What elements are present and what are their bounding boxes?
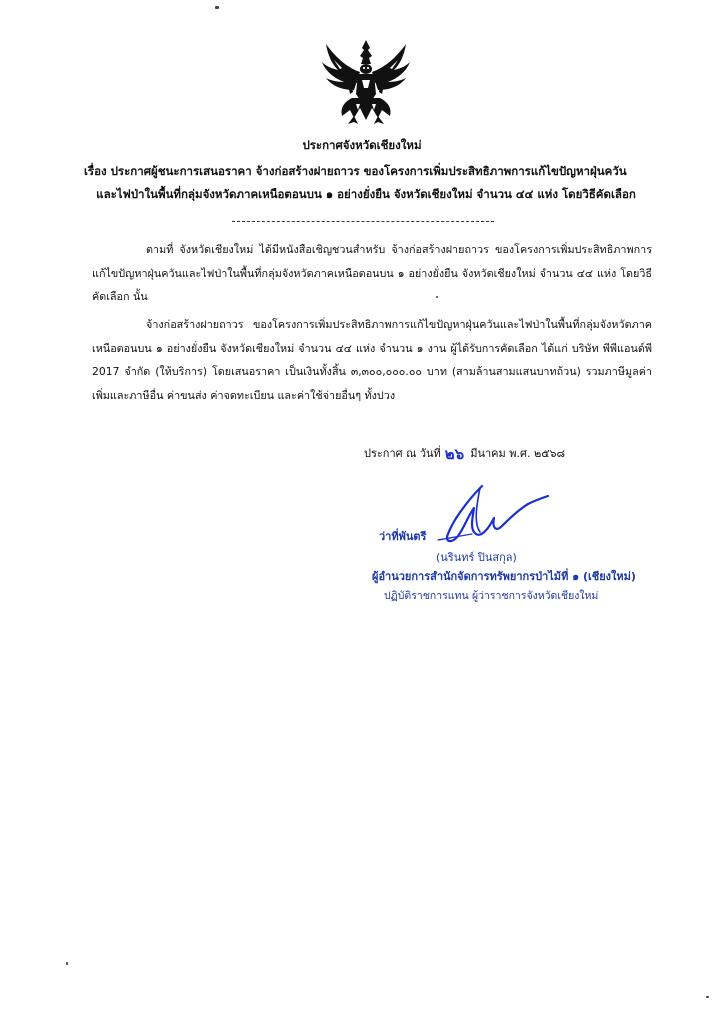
- scan-speck: [66, 962, 68, 965]
- announcement-date: [364, 440, 565, 464]
- garuda-emblem-icon: [318, 38, 414, 126]
- signatory-rank: ว่าที่พันตรี: [379, 530, 427, 543]
- scan-speck: [215, 6, 219, 9]
- subject-line-1: เรื่อง ประกาศผู้ชนะการเสนอราคา จ้างก่อสร้างฝายถาวร ของโครงการเพิ่มประสิทธิภาพการแก้ไขปัญหาฝุ่นควัน: [84, 164, 627, 178]
- signatory-acting-for: ปฏิบัติราชการแทน ผู้ว่าราชการจังหวัดเชียงใหม่: [384, 590, 599, 602]
- announcement-day: ๒๖: [444, 445, 465, 463]
- scan-speck: [436, 296, 438, 298]
- announcement-prefix: ประกาศ ณ วันที่: [364, 447, 441, 460]
- body-paragraph-2: จ้างก่อสร้างฝายถาวร ของโครงการเพิ่มประสิทธิภาพการแก้ไขปัญหาฝุ่นควันและไฟป่าในพื้นที่กลุ่มจังหวัดภาคเหนือตอนบน ๑ อย่างยั่งยืน จังหวัดเชียงใหม่ จำนวน ๔๔ แห่ง จำนวน ๑ งาน ผู้ได้รับการคัดเลือก ได้แก่ บริษัท พีพีแอนด์พี 2017 จำกัด (ให้บริการ) โดยเสนอราคา เป็นเงินทั้งสิ้น ๓,๓๐๐,๐๐๐.๐๐ บาท (สามล้านสามแสนบาทถ้วน) รวมภาษีมูลค่าเพิ่มและภาษีอื่น ค่าขนส่ง ค่าจดทะเบียน และค่าใช้จ่ายอื่นๆ ทั้งปวง: [92, 318, 652, 402]
- body-paragraph-1: ตามที่ จังหวัดเชียงใหม่ ได้มีหนังสือเชิญชวนสำหรับ จ้างก่อสร้างฝายถาวร ของโครงการเพิ่มประสิทธิภาพการแก้ไขปัญหาฝุ่นควันและไฟป่าในพื้นที่กลุ่มจังหวัดภาคเหนือตอนบน ๑ อย่างยั่งยืน จังหวัดเชียงใหม่ จำนวน ๔๔ แห่ง โดยวิธีคัดเลือก นั้น: [92, 243, 652, 303]
- document-heading: ประกาศจังหวัดเชียงใหม่: [302, 138, 422, 152]
- subject-line-2: และไฟป่าในพื้นที่กลุ่มจังหวัดภาคเหนือตอนบน ๑ อย่างยั่งยืน จังหวัดเชียงใหม่ จำนวน ๔๔ แห่ง โดยวิธีคัดเลือก: [96, 187, 636, 201]
- announcement-month-year: มีนาคม พ.ศ. ๒๕๖๘: [470, 447, 566, 460]
- signatory-name: (นรินทร์ ปินสกุล): [436, 551, 517, 564]
- document-subject: [84, 160, 654, 206]
- handwritten-signature-icon: [430, 478, 560, 548]
- heading-divider: [232, 221, 494, 222]
- scan-speck: [706, 996, 709, 998]
- signatory-position: ผู้อำนวยการสำนักจัดการทรัพยากรป่าไม้ที่ ๑ (เชียงใหม่): [372, 570, 636, 583]
